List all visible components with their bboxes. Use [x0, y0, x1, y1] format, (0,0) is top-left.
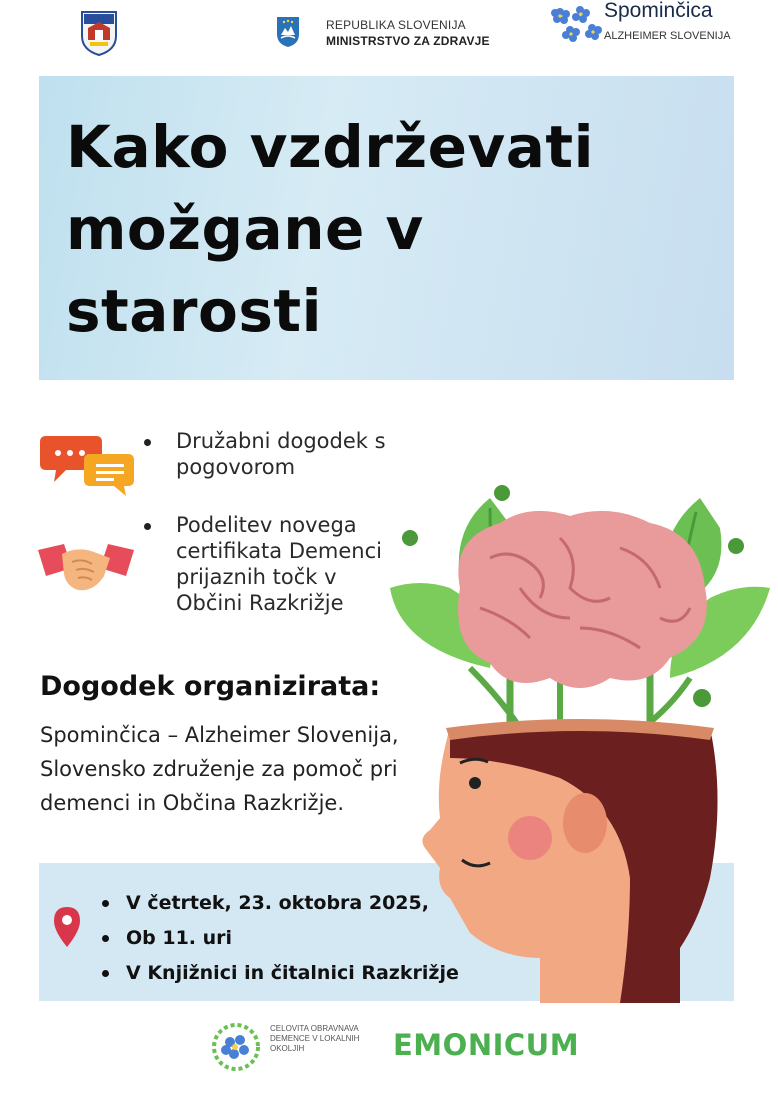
coat-of-arms-icon [80, 10, 118, 56]
event-place: V Knjižnici in čitalnici Razkrižje [100, 956, 459, 991]
slovenia-coat-icon [276, 16, 300, 48]
bullet-social-event [148, 428, 408, 480]
page-title [66, 106, 706, 352]
spomincica-name: Spominčica [604, 0, 713, 22]
bullet-text: Podelitev novega certifikata Demenci prijaznih točk v Občini Razkrižje [176, 513, 382, 615]
forget-me-not-flowers-icon [548, 2, 604, 44]
location-pin-icon [50, 905, 84, 949]
ministry-line2: MINISTRSTVO ZA ZDRAVJE [326, 34, 490, 48]
title-line-2: možgane v [66, 195, 424, 263]
bullet-dot [144, 523, 151, 530]
bullet-text: Družabni dogodek s pogovorom [176, 429, 386, 479]
celovita-obravnava-text: CELOVITA OBRAVNAVA DEMENCE V LOKALNIH OKOLJIH [270, 1024, 360, 1053]
handshake-icon [38, 540, 134, 600]
event-date: V četrtek, 23. oktobra 2025, [100, 886, 459, 921]
bullet-certificate [148, 512, 408, 616]
celovita-obravnava-logo-icon [206, 1018, 266, 1076]
bullet-dot [144, 439, 151, 446]
spomincica-subtitle: ALZHEIMER SLOVENIJA [604, 30, 731, 42]
chat-bubbles-icon [40, 432, 136, 498]
head-brain-illustration [380, 478, 778, 1003]
ministry-line1: REPUBLIKA SLOVENIJA [326, 18, 466, 32]
event-time: Ob 11. uri [100, 921, 459, 956]
organizers-heading: Dogodek organizirata: [40, 671, 381, 702]
title-line-3: starosti [66, 277, 322, 345]
organizers-text: Spominčica – Alzheimer Slovenija, Slovensko združenje za pomoč pri demenci in Občina Razkrižje. [40, 723, 399, 815]
title-line-1: Kako vzdrževati [66, 113, 594, 181]
ministry-text [326, 17, 490, 49]
emonicum-logo-text: EMONICUM [393, 1028, 580, 1062]
